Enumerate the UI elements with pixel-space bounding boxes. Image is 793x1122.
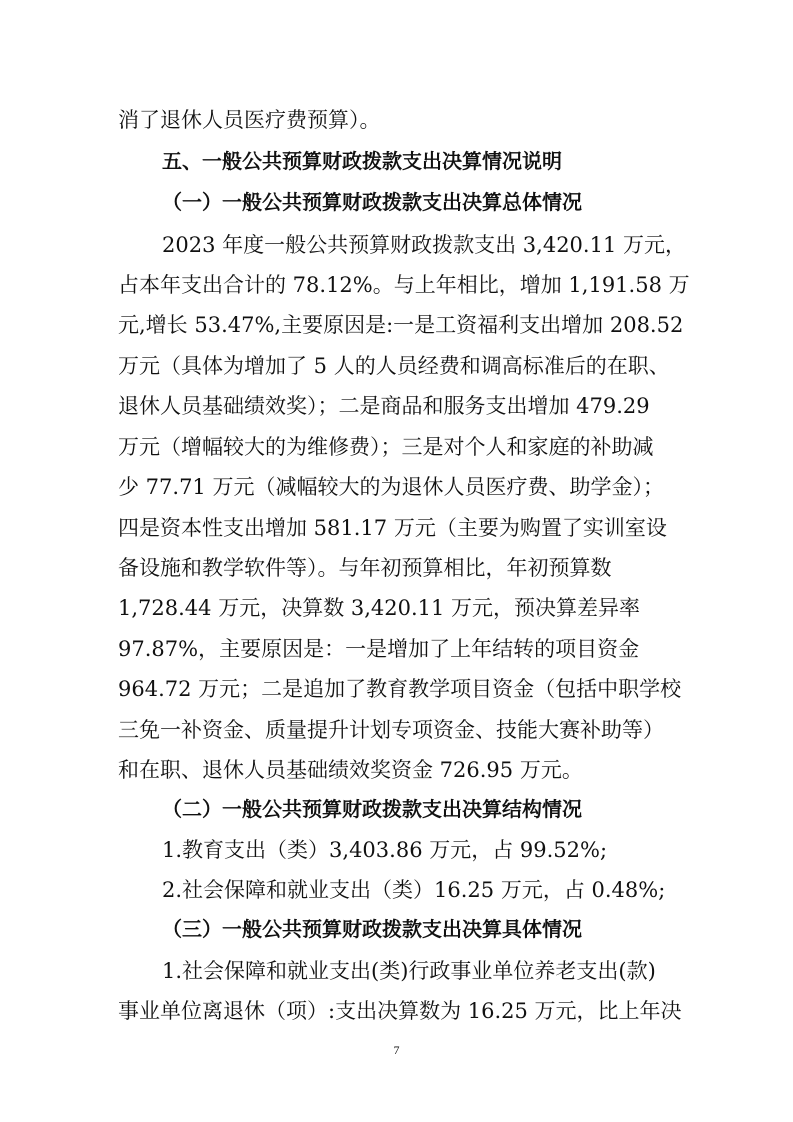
subsection-heading: （二）一般公共预算财政拨款支出决算结构情况 <box>162 797 582 821</box>
page-number: 7 <box>393 1043 400 1057</box>
subsection-heading: （三）一般公共预算财政拨款支出决算具体情况 <box>162 917 582 941</box>
text-line: 退休人员基础绩效奖）；二是商品和服务支出增加 479.29 <box>118 394 650 418</box>
list-item: 1.教育支出（类）3,403.86 万元，占 99.52%; <box>162 838 608 862</box>
text-line: 消了退休人员医疗费预算）。 <box>118 108 381 132</box>
text-line: 少 77.71 万元（减幅较大的为退休人员医疗费、助学金）； <box>118 475 664 499</box>
text-line: 元,增长 53.47%,主要原因是:一是工资福利支出增加 208.52 <box>118 313 684 337</box>
text-line: 964.72 万元；二是追加了教育教学项目资金（包括中职学校 <box>118 677 682 701</box>
text-line: 事业单位离退休（项）:支出决算数为 16.25 万元，比上年决 <box>118 999 682 1023</box>
text-line: 占本年支出合计的 78.12%。与上年相比，增加 1,191.58 万 <box>118 273 690 297</box>
subsection-heading: （一）一般公共预算财政拨款支出决算总体情况 <box>162 190 582 214</box>
section-heading: 五、一般公共预算财政拨款支出决算情况说明 <box>162 149 562 173</box>
text-line: 1,728.44 万元，决算数 3,420.11 万元，预决算差异率 <box>118 596 641 620</box>
text-line: 四是资本性支出增加 581.17 万元（主要为购置了实训室设 <box>118 516 667 540</box>
list-item: 2.社会保障和就业支出（类）16.25 万元，占 0.48%; <box>162 878 666 902</box>
text-line: 万元（具体为增加了 5 人的人员经费和调高标准后的在职、 <box>118 354 670 378</box>
text-line: 三免一补资金、质量提升计划专项资金、技能大赛补助等） <box>118 718 664 742</box>
text-line: 97.87%，主要原因是：一是增加了上年结转的项目资金 <box>118 637 640 661</box>
text-line: 1.社会保障和就业支出(类)行政事业单位养老支出(款) <box>162 959 656 983</box>
text-line: 和在职、退休人员基础绩效奖资金 726.95 万元。 <box>118 758 583 782</box>
text-line: 万元（增幅较大的为维修费）；三是对个人和家庭的补助减 <box>118 435 654 459</box>
text-line: 备设施和教学软件等）。与年初预算相比，年初预算数 <box>118 556 612 580</box>
text-line: 2023 年度一般公共预算财政拨款支出 3,420.11 万元， <box>162 233 686 257</box>
